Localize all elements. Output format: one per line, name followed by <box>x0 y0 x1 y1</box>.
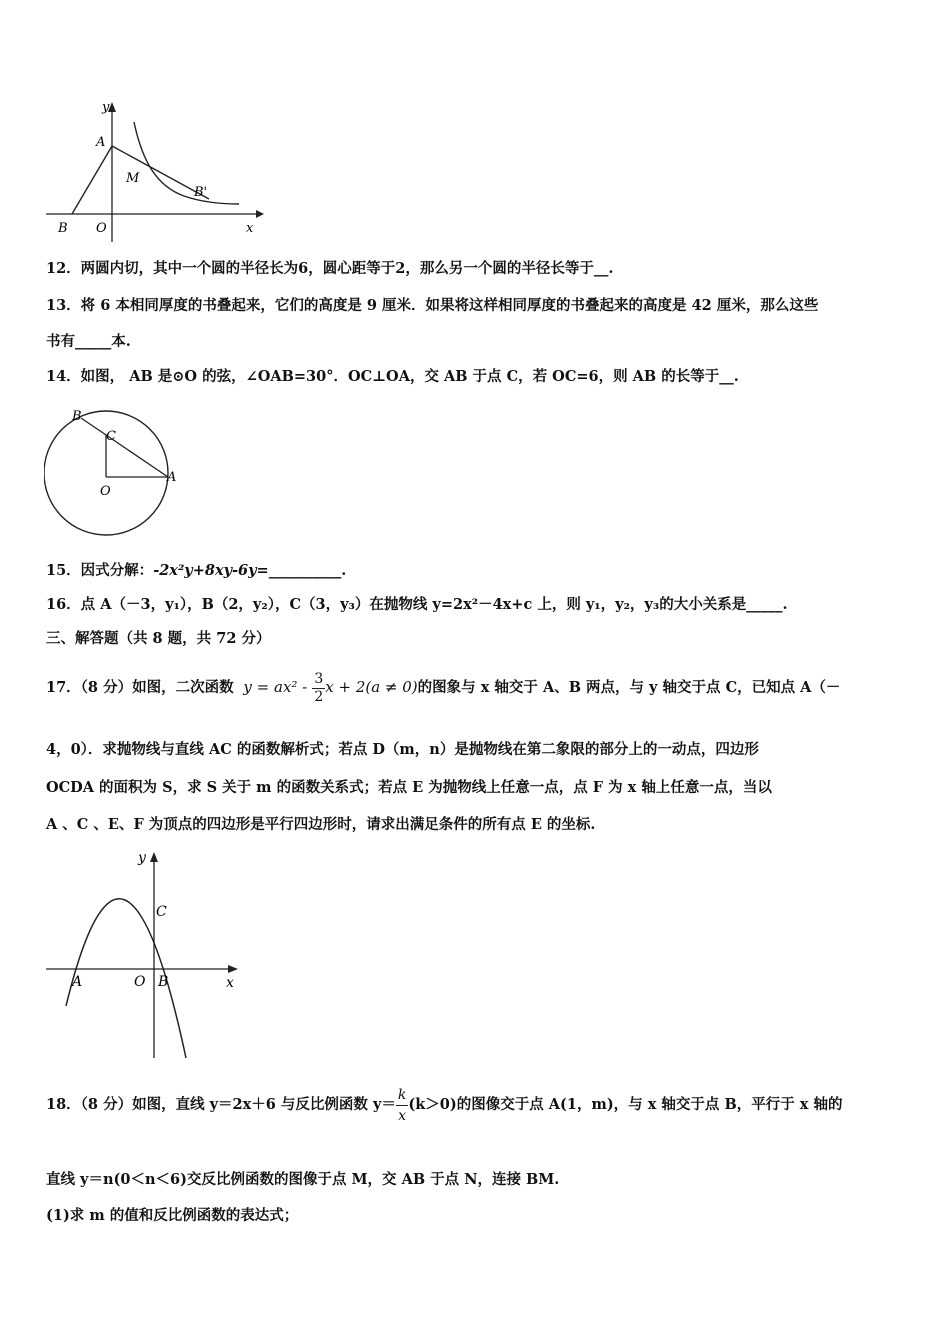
label-y: y <box>138 850 146 866</box>
q18-fraction-denominator: x <box>396 1105 408 1126</box>
q18-fraction-numerator: k <box>397 1086 407 1103</box>
figure-parabola <box>44 848 244 1063</box>
q17-fraction-numerator: 3 <box>314 670 324 687</box>
question-13-line1: 13．将 6 本相同厚度的书叠起来，它们的高度是 9 厘米．如果将这样相同厚度的书叠起来的高度是 42 厘米，那么这些 <box>46 297 819 314</box>
label-C: C <box>156 904 167 920</box>
label-C: C <box>106 429 116 444</box>
label-A: A <box>72 974 83 990</box>
question-15-prefix: 15．因式分解： <box>46 562 154 579</box>
label-B: B <box>158 974 169 990</box>
label-x: x <box>246 221 254 236</box>
label-B-prime: B' <box>194 185 208 200</box>
label-O: O <box>134 974 146 990</box>
q18-fraction <box>396 1085 408 1126</box>
figure-line-hyperbola <box>44 100 264 245</box>
figure-circle <box>44 403 184 543</box>
question-12: 12．两圆内切，其中一个圆的半径长为6，圆心距等于2，那么另一个圆的半径长等于__. <box>46 260 614 277</box>
question-16: 16．点 A（－3，y₁），B（2，y₂），C（3，y₃）在抛物线 y=2x²－4x+c 上，则 y₁，y₂，y₃的大小关系是_____. <box>46 596 788 613</box>
question-15 <box>46 561 346 581</box>
question-17-line3: OCDA 的面积为 S，求 S 关于 m 的函数关系式；若点 E 为抛物线上任意一点，点 F 为 x 轴上任意一点，当以 <box>46 779 772 796</box>
question-17-suffix: 的图象与 x 轴交于 A、B 两点，与 y 轴交于点 C，已知点 A（－ <box>417 679 841 696</box>
label-B: B <box>72 409 82 424</box>
question-17-line2: 4，0）．求抛物线与直线 AC 的函数解析式；若点 D（m，n）是抛物线在第二象限的部分上的一动点，四边形 <box>46 741 759 758</box>
label-O: O <box>96 221 107 236</box>
q17-formula-left: y = ax² - <box>243 678 308 696</box>
question-17-line4: A 、C 、E、F 为顶点的四边形是平行四边形时，请求出满足条件的所有点 E 的坐标. <box>46 816 596 833</box>
label-O: O <box>100 484 111 499</box>
question-13-line2: 书有_____本. <box>46 333 131 350</box>
question-18-line3: (1)求 m 的值和反比例函数的表达式； <box>46 1207 299 1224</box>
section-3-title: 三、解答题（共 8 题，共 72 分） <box>46 630 271 647</box>
question-14: 14．如图， AB 是⊙O 的弦，∠OAB=30°．OC⊥OA，交 AB 于点 C，若 OC=6，则 AB 的长等于__. <box>46 368 739 385</box>
question-18-prefix: 18．（8 分）如图，直线 y＝2x＋6 与反比例函数 y＝ <box>46 1096 396 1113</box>
q17-formula-right: x + 2(a ≠ 0) <box>325 678 418 696</box>
label-B: B <box>58 221 68 236</box>
question-17-prefix: 17．（8 分）如图，二次函数 <box>46 679 234 696</box>
question-17-line1 <box>46 664 840 710</box>
question-18-suffix: (k＞0)的图像交于点 A(1，m)，与 x 轴交于点 B，平行于 x 轴的 <box>408 1096 843 1113</box>
question-15-blank: __________. <box>268 562 347 579</box>
question-15-expression: -2x²y+8xy-6y= <box>153 562 269 579</box>
q17-fraction <box>312 671 325 706</box>
label-y: y <box>102 100 110 115</box>
question-18-line1 <box>46 1082 842 1128</box>
q17-fraction-denominator: 2 <box>314 688 324 705</box>
label-M: M <box>126 171 140 186</box>
label-A: A <box>167 470 177 485</box>
label-A: A <box>96 135 106 150</box>
label-x: x <box>226 975 234 991</box>
question-18-line2: 直线 y＝n(0＜n＜6)交反比例函数的图像于点 M，交 AB 于点 N，连接 BM. <box>46 1171 560 1188</box>
